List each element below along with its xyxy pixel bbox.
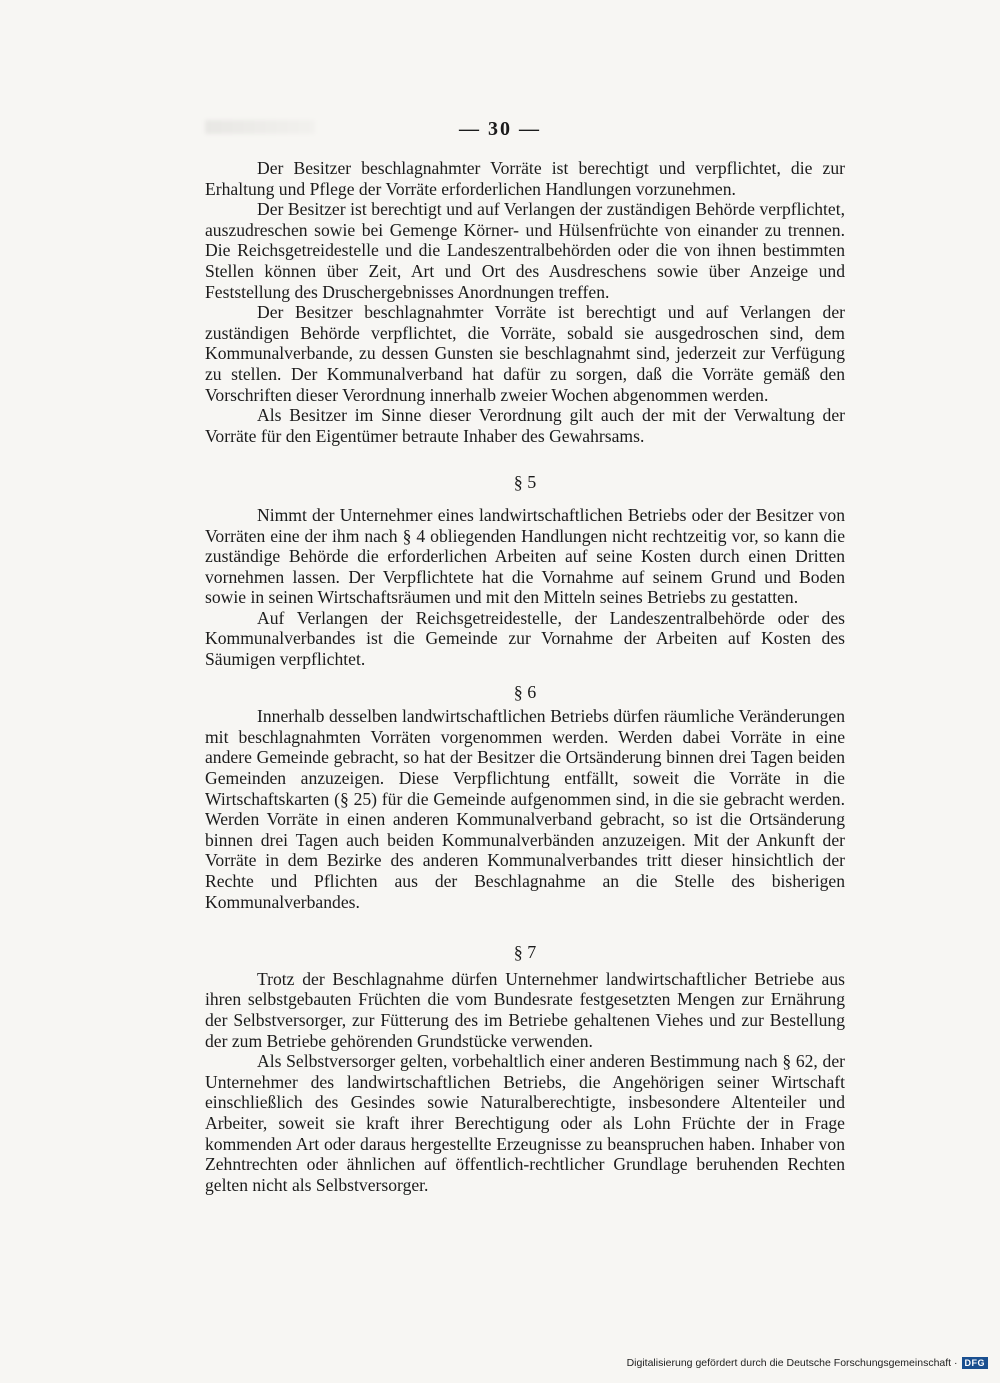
paragraph: Der Besitzer ist berechtigt und auf Verlangen der zuständigen Behörde verpflichtet, auszudreschen sowie bei Gemenge Körner- und Hülsenfrüchte von einander zu trennen. Die Reichsgetreidestelle und die Landeszentralbehörden oder die von ihnen bestimmten Stellen können über Zeit, Art und Ort des Ausdreschens sowie über Anzeige und Feststellung des Druschergebnisses Anordnungen treffen. — [205, 199, 845, 302]
page-number: — 30 — — [459, 118, 541, 140]
paragraph: Als Besitzer im Sinne dieser Verordnung gilt auch der mit der Verwaltung der Vorräte für den Eigentümer betraute Inhaber des Gewahrsams. — [205, 405, 845, 446]
paragraph: Als Selbstversorger gelten, vorbehaltlich einer anderen Bestimmung nach § 62, der Unternehmer des landwirtschaftlichen Betriebs, die Angehörigen seiner Wirtschaft einschließlich des Gesindes sowie Naturalberechtigte, insbesondere Altenteiler und Arbeiter, soweit sie kraft ihrer Berechtigung oder als Lohn Früchte der in Frage kommenden Art oder daraus hergestellte Erzeugnisse zu beanspruchen haben. Inhaber von Zehntrechten oder ähnlichen auf öffentlich-rechtlicher Grundlage beruhenden Rechten gelten nicht als Selbstversorger. — [205, 1051, 845, 1195]
paragraph: Der Besitzer beschlagnahmter Vorräte ist berechtigt und verpflichtet, die zur Erhaltung und Pflege der Vorräte erforderlichen Handlungen vorzunehmen. — [205, 158, 845, 199]
section-heading-5: § 5 — [513, 472, 537, 493]
paragraph: Trotz der Beschlagnahme dürfen Unternehmer landwirtschaftlicher Betriebe aus ihren selbstgebauten Früchten die vom Bundesrate festgesetzten Mengen zur Ernährung der Selbstversorger, zur Fütterung des im Betriebe gehaltenen Viehes und zur Bestellung der zum Betriebe gehörenden Grundstücke verwenden. — [205, 968, 845, 1051]
footer-text: Digitalisierung gefördert durch die Deutsche Forschungsgemeinschaft · — [626, 1357, 958, 1369]
section-heading-7: § 7 — [513, 942, 537, 963]
footer-credit — [627, 1357, 988, 1369]
section-heading-6: § 6 — [513, 681, 537, 702]
paragraph: Auf Verlangen der Reichsgetreidestelle, der Landeszentralbehörde oder des Kommunalverbandes ist die Gemeinde zur Vornahme der Arbeiten auf Kosten des Säumigen verpflichtet. — [205, 607, 845, 670]
paragraph: Der Besitzer beschlagnahmter Vorräte ist berechtigt und auf Verlangen der zuständigen Behörde verpflichtet, die Vorräte, sobald sie ausgedroschen sind, dem Kommunalverbande, zu dessen Gunsten sie beschlagnahmt sind, jederzeit zur Verfügung zu stellen. Der Kommunalverband hat dafür zu sorgen, daß die Vorräte gemäß den Vorschriften dieser Verordnung innerhalb zweier Wochen abgenommen werden. — [205, 302, 845, 405]
dfg-logo: DFG — [962, 1357, 989, 1369]
paragraph: Innerhalb desselben landwirtschaftlichen Betriebs dürfen räumliche Veränderungen mit beschlagnahmten Vorräten vorgenommen werden. Werden dabei Vorräte in eine andere Gemeinde gebracht, so hat der Besitzer die Ortsänderung binnen drei Tagen beiden Gemeinden anzuzeigen. Diese Verpflichtung entfällt, soweit die Vorräte in die Wirtschaftskarten (§ 25) für die Gemeinde aufgenommen sind, in die sie gebracht werden. Werden Vorräte in einen anderen Kommunalverband gebracht, so ist die Ortsänderung binnen drei Tagen auch beiden Kommunalverbänden anzuzeigen. Mit der Ankunft der Vorräte in dem Bezirke des anderen Kommunalverbandes tritt dieser hinsichtlich der Rechte und Pflichten aus der Beschlagnahme an die Stelle des bisherigen Kommunalverbandes. — [205, 706, 845, 912]
paragraph: Nimmt der Unternehmer eines landwirtschaftlichen Betriebs oder der Besitzer von Vorräten eine der ihm nach § 4 obliegenden Handlungen nicht rechtzeitig vor, so kann die zuständige Behörde die erforderlichen Arbeiten auf seine Kosten durch einen Dritten vornehmen lassen. Der Verpflichtete hat die Vornahme auf seinem Grund und Boden sowie in seinen Wirtschaftsräumen und mit den Mitteln seines Betriebs zu gestatten. — [205, 504, 845, 608]
document-body — [205, 158, 845, 1195]
